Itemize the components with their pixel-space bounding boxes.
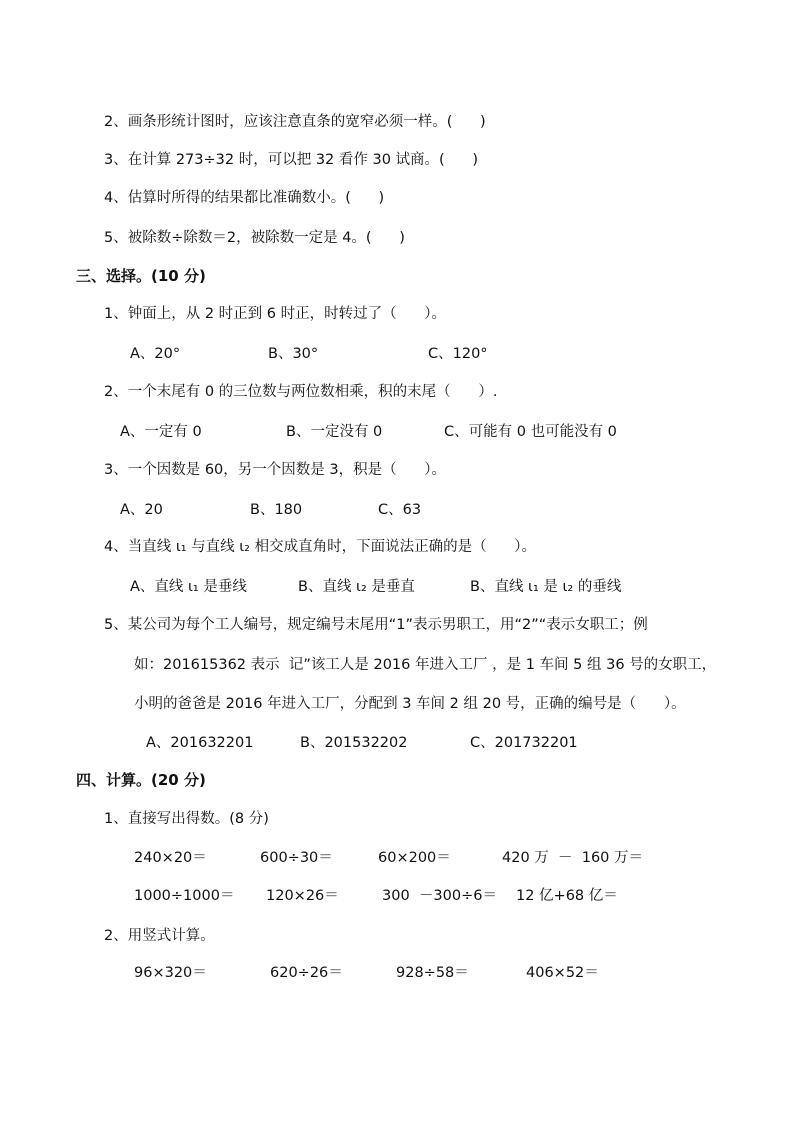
choice-q5-option-a: A、201632201 [146, 735, 254, 751]
calc-heading: 四、计算。(20 分) [76, 771, 206, 789]
calc-r2-c3: 300 －300÷6＝ [382, 888, 497, 904]
judge-item-3: 3、在计算 273÷32 时，可以把 32 看作 30 试商。( ) [104, 152, 479, 168]
calc-r2-c4: 12 亿+68 亿＝ [516, 888, 618, 904]
choice-q1-option-b: B、30° [268, 346, 319, 362]
calc-r3-c4: 406×52＝ [526, 965, 599, 981]
choice-q5-line-3: 小明的爸爸是 2016 年进入工厂，分配到 3 车间 2 组 20 号，正确的编号是（ ）。 [134, 696, 686, 712]
calc-sub1: 1、直接写出得数。(8 分) [104, 811, 269, 827]
judge-item-5: 5、被除数÷除数＝2，被除数一定是 4。( ) [104, 230, 405, 246]
calc-r1-c2: 600÷30＝ [260, 850, 333, 866]
choice-q5-option-c: C、201732201 [470, 735, 578, 751]
calc-r1-c3: 60×200＝ [378, 850, 451, 866]
calc-r2-c1: 1000÷1000＝ [134, 888, 235, 904]
calc-r3-c3: 928÷58＝ [396, 965, 469, 981]
choice-heading: 三、选择。(10 分) [76, 267, 206, 285]
judge-item-2: 2、画条形统计图时，应该注意直条的宽窄必须一样。( ) [104, 114, 486, 130]
choice-q5-line-2: 如：201615362 表示 记”该工人是 2016 年进入工厂 ，是 1 车间 5 组 36 号的女职工， [134, 657, 717, 673]
choice-q1-stem: 1、钟面上，从 2 时正到 6 时正，时转过了（ ）。 [104, 306, 447, 322]
choice-q2-option-c: C、可能有 0 也可能没有 0 [444, 424, 617, 440]
choice-q5-line-1: 5、某公司为每个工人编号，规定编号末尾用“1”表示男职工，用“2”“表示女职工；例 [104, 617, 648, 633]
choice-q5-option-b: B、201532202 [300, 735, 408, 751]
calc-sub2: 2、用竖式计算。 [104, 928, 215, 944]
choice-q1-option-c: C、120° [428, 346, 488, 362]
calc-r3-c2: 620÷26＝ [270, 965, 343, 981]
choice-q2-option-b: B、一定没有 0 [286, 424, 383, 440]
choice-q2-stem: 2、一个末尾有 0 的三位数与两位数相乘，积的末尾（ ）. [104, 384, 498, 400]
judge-item-4: 4、估算时所得的结果都比准确数小。( ) [104, 190, 385, 206]
choice-q3-option-a: A、20 [120, 502, 163, 518]
choice-q1-option-a: A、20° [130, 346, 181, 362]
calc-r3-c1: 96×320＝ [134, 965, 207, 981]
calc-r1-c1: 240×20＝ [134, 850, 207, 866]
choice-q4-option-b: B、直线 ι₂ 是垂直 [298, 579, 415, 595]
choice-q3-stem: 3、一个因数是 60，另一个因数是 3，积是（ ）。 [104, 462, 447, 478]
choice-q4-option-a: A、直线 ι₁ 是垂线 [130, 579, 247, 595]
choice-q2-option-a: A、一定有 0 [120, 424, 202, 440]
choice-q3-option-b: B、180 [250, 502, 303, 518]
choice-q4-stem: 4、当直线 ι₁ 与直线 ι₂ 相交成直角时，下面说法正确的是（ ）。 [104, 539, 537, 555]
calc-r1-c4: 420 万 － 160 万＝ [502, 850, 644, 866]
choice-q4-option-c: B、直线 ι₁ 是 ι₂ 的垂线 [470, 579, 622, 595]
choice-q3-option-c: C、63 [378, 502, 422, 518]
calc-r2-c2: 120×26＝ [266, 888, 339, 904]
